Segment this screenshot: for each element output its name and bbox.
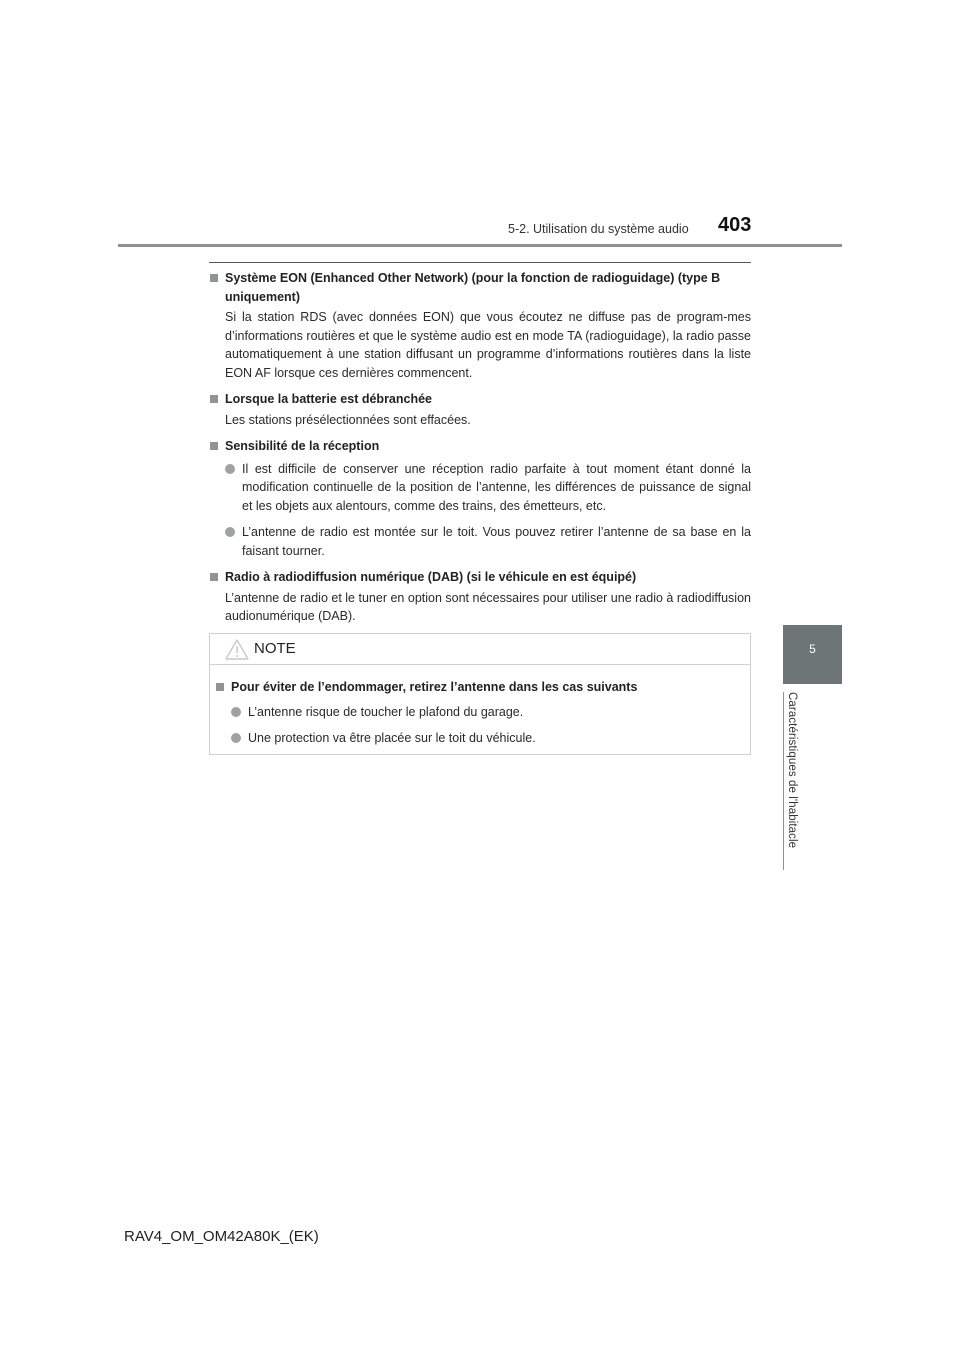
square-bullet-icon <box>210 442 218 450</box>
warning-triangle-icon <box>225 639 249 660</box>
list-item <box>209 460 751 516</box>
note-label: NOTE <box>254 640 296 657</box>
list-item <box>215 703 750 722</box>
note-body <box>210 665 750 748</box>
section-heading <box>209 390 751 409</box>
chapter-title: Caractéristiques de l'habitacle <box>786 692 798 849</box>
section-heading-text: Lorsque la batterie est débranchée <box>225 392 433 406</box>
list-item-text: Il est difficile de conserver une réception radio parfaite à tout moment étant donné la modification continuelle de la position de l’antenne, les différences de puissance de signal et les objets aux alentours, comme des trains, des émetteurs, etc. <box>242 461 751 513</box>
section-title: 5-2. Utilisation du système audio <box>508 222 689 236</box>
header-rule <box>118 244 842 247</box>
note-heading-text: Pour éviter de l’endommager, retirez l’antenne dans les cas suivants <box>231 680 638 694</box>
round-bullet-icon <box>231 733 241 743</box>
section-heading-text: Système EON (Enhanced Other Network) (pour la fonction de radioguidage) (type B uniquement) <box>225 271 721 304</box>
round-bullet-icon <box>225 527 235 537</box>
note-heading <box>215 678 750 697</box>
note-header <box>210 634 750 665</box>
manual-code: RAV4_OM_OM42A80K_(EK) <box>124 1228 319 1245</box>
list-item <box>209 523 751 560</box>
section-heading-text: Radio à radiodiffusion numérique (DAB) (si le véhicule en est équipé) <box>225 570 637 584</box>
content-top-rule <box>209 262 751 263</box>
side-rule <box>783 692 784 870</box>
section-text: Si la station RDS (avec données EON) que vous écoutez ne diffuse pas de program-mes d’informations routières et que le système audio est en mode TA (radioguidage), la radio passe automatiquement à une station diffusant un programme d’informations routières dans la liste EON AF lorsque ces dernières commencent. <box>225 310 751 380</box>
list-item <box>215 729 750 748</box>
square-bullet-icon <box>210 573 218 581</box>
square-bullet-icon <box>216 683 224 691</box>
section-text: L’antenne de radio et le tuner en option sont nécessaires pour utiliser une radio à radiodiffusion audionumérique (DAB). <box>225 590 751 623</box>
square-bullet-icon <box>210 395 218 403</box>
section-battery <box>209 390 751 429</box>
round-bullet-icon <box>225 464 235 474</box>
main-content <box>209 269 751 626</box>
section-reception <box>209 437 751 560</box>
note-box <box>209 633 751 755</box>
section-heading <box>209 269 751 306</box>
square-bullet-icon <box>210 274 218 282</box>
section-heading <box>209 568 751 587</box>
page-number: 403 <box>718 214 752 236</box>
section-heading <box>209 437 751 456</box>
section-heading-text: Sensibilité de la réception <box>225 439 380 453</box>
round-bullet-icon <box>231 707 241 717</box>
list-item-text: L’antenne de radio est montée sur le toit. Vous pouvez retirer l’antenne de sa base en la faisant tourner. <box>242 525 751 558</box>
chapter-number: 5 <box>809 642 816 656</box>
section-eon <box>209 269 751 382</box>
section-dab <box>209 568 751 626</box>
list-item-text: L’antenne risque de toucher le plafond du garage. <box>248 704 524 719</box>
list-item-text: Une protection va être placée sur le toit du véhicule. <box>248 731 536 745</box>
section-text: Les stations présélectionnées sont effacées. <box>225 412 471 427</box>
